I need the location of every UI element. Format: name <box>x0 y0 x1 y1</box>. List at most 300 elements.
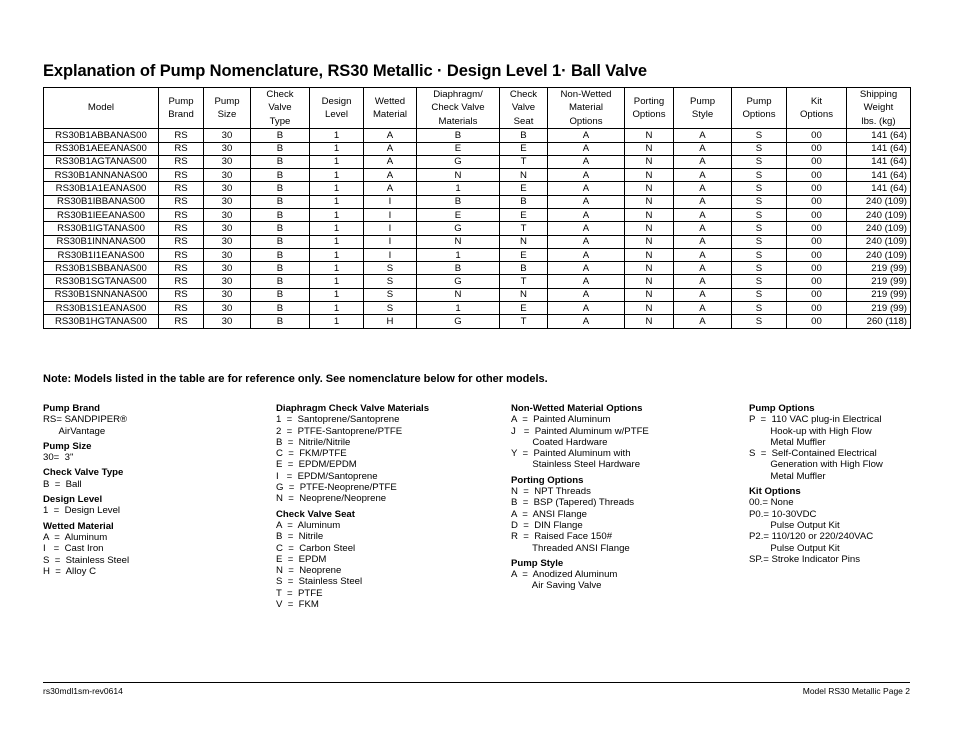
column-header-line: Seat <box>513 115 534 127</box>
table-cell: A <box>674 235 732 248</box>
table-cell: RS <box>159 235 204 248</box>
column-header-line: Style <box>691 109 714 121</box>
table-cell: 1 <box>310 248 364 261</box>
legend-line: 2 = PTFE-Santoprene/PTFE <box>276 425 403 437</box>
table-cell: N <box>625 275 674 288</box>
column-header <box>500 88 548 129</box>
table-cell: A <box>548 129 625 142</box>
legend-line: Metal Muffler <box>749 470 826 482</box>
column-header-line: Material <box>372 109 408 121</box>
table-cell: 240 (109) <box>847 195 911 208</box>
table-cell: 00 <box>787 209 847 222</box>
model-cell: RS30B1S1EANAS00 <box>44 302 159 315</box>
table-cell: 30 <box>204 275 251 288</box>
column-header-line: Pump <box>214 95 240 107</box>
table-cell: 1 <box>310 288 364 301</box>
table-cell: S <box>732 315 787 328</box>
table-cell: I <box>364 248 417 261</box>
table-cell: B <box>500 129 548 142</box>
column-header-line: Materials <box>438 115 478 127</box>
table-cell: 30 <box>204 142 251 155</box>
legend-line: Threaded ANSI Flange <box>511 542 630 554</box>
column-header-line: Pump <box>689 95 716 107</box>
legend-column-4 <box>749 403 919 569</box>
table-cell: A <box>674 209 732 222</box>
legend-heading: Pump Brand <box>43 403 101 414</box>
table-cell: RS <box>159 195 204 208</box>
legend-section <box>43 494 263 517</box>
table-row <box>44 315 911 328</box>
legend-line: Stainless Steel Hardware <box>511 459 641 471</box>
table-cell: 1 <box>310 129 364 142</box>
table-cell: A <box>548 182 625 195</box>
column-header <box>847 88 911 129</box>
table-cell: N <box>500 235 548 248</box>
table-cell: RS <box>159 315 204 328</box>
table-body <box>44 129 911 328</box>
table-cell: RS <box>159 129 204 142</box>
legend-column-1 <box>43 403 263 581</box>
legend-line: H = Alloy C <box>43 565 97 577</box>
table-cell: N <box>417 288 500 301</box>
table-row <box>44 235 911 248</box>
table-cell: S <box>732 142 787 155</box>
table-cell: 00 <box>787 142 847 155</box>
table-cell: B <box>251 142 310 155</box>
table-cell: S <box>732 302 787 315</box>
table-cell: RS <box>159 155 204 168</box>
table-cell: B <box>251 182 310 195</box>
table-cell: RS <box>159 142 204 155</box>
column-header-line: Shipping <box>859 89 898 100</box>
table-cell: I <box>364 195 417 208</box>
table-cell: S <box>732 209 787 222</box>
table-cell: RS <box>159 182 204 195</box>
legend-line: 30= 3" <box>43 452 74 464</box>
table-cell: N <box>625 142 674 155</box>
table-cell: A <box>548 288 625 301</box>
legend-line: A = Painted Aluminum <box>511 414 611 426</box>
table-cell: N <box>625 315 674 328</box>
column-header-line: Diaphragm/ <box>433 89 483 100</box>
table-cell: A <box>548 209 625 222</box>
table-cell: 00 <box>787 235 847 248</box>
table-cell: 1 <box>310 169 364 182</box>
table-cell: 240 (109) <box>847 235 911 248</box>
table-cell: A <box>674 129 732 142</box>
column-header-line: Options <box>569 115 603 127</box>
table-cell: 1 <box>417 302 500 315</box>
table-row <box>44 155 911 168</box>
table-cell: 141 (64) <box>847 129 911 142</box>
table-cell: N <box>417 169 500 182</box>
column-header-line: Weight <box>863 102 894 114</box>
table-cell: 1 <box>417 248 500 261</box>
column-header <box>364 88 417 129</box>
table-cell: A <box>674 142 732 155</box>
legend-heading: Pump Options <box>749 403 815 414</box>
column-header <box>548 88 625 129</box>
table-cell: N <box>500 169 548 182</box>
legend-line: B = Ball <box>43 478 82 490</box>
legend-column-2 <box>276 403 501 614</box>
legend-line: C = Carbon Steel <box>276 542 356 554</box>
table-cell: T <box>500 155 548 168</box>
table-cell: G <box>417 155 500 168</box>
legend-line: Metal Muffler <box>749 436 826 448</box>
table-cell: N <box>625 235 674 248</box>
table-row <box>44 129 911 142</box>
table-cell: S <box>364 288 417 301</box>
column-header-line: lbs. (kg) <box>861 115 896 127</box>
table-cell: 30 <box>204 209 251 222</box>
table-cell: N <box>625 302 674 315</box>
legend-column-3 <box>511 403 736 596</box>
table-cell: B <box>417 129 500 142</box>
table-row <box>44 222 911 235</box>
legend-heading: Kit Options <box>749 486 801 498</box>
table-cell: G <box>417 275 500 288</box>
page-title: Explanation of Pump Nomenclature, RS30 Metallic · Design Level 1· Ball Valve <box>43 62 647 80</box>
table-cell: 1 <box>417 182 500 195</box>
legend-section <box>749 403 919 482</box>
table-cell: A <box>548 155 625 168</box>
table-cell: B <box>251 288 310 301</box>
model-cell: RS30B1AGTANAS00 <box>44 155 159 168</box>
table-cell: 00 <box>787 288 847 301</box>
table-cell: S <box>732 169 787 182</box>
table-cell: S <box>364 275 417 288</box>
table-cell: 30 <box>204 222 251 235</box>
model-cell: RS30B1IEEANAS00 <box>44 209 159 222</box>
legend-section <box>749 486 919 565</box>
table-cell: S <box>732 129 787 142</box>
legend-section <box>43 467 263 490</box>
legend-heading: Check Valve Seat <box>276 508 355 520</box>
column-header-line: Porting <box>633 95 665 107</box>
table-cell: 1 <box>310 235 364 248</box>
table-cell: A <box>364 142 417 155</box>
legend-section <box>511 475 736 554</box>
table-cell: RS <box>159 302 204 315</box>
table-cell: A <box>674 302 732 315</box>
legend-heading: Pump Style <box>511 557 564 569</box>
column-header <box>625 88 674 129</box>
table-cell: A <box>674 155 732 168</box>
model-cell: RS30B1ABBANAS00 <box>44 129 159 142</box>
table-cell: A <box>674 195 732 208</box>
footer-divider <box>43 682 910 683</box>
table-cell: 1 <box>310 315 364 328</box>
nomenclature-table <box>43 87 911 329</box>
table-cell: 30 <box>204 315 251 328</box>
table-cell: 219 (99) <box>847 302 911 315</box>
table-cell: N <box>625 288 674 301</box>
legend-heading: Wetted Material <box>43 520 114 532</box>
column-header-line: Pump <box>746 95 772 107</box>
column-header <box>204 88 251 129</box>
legend-section <box>276 509 501 611</box>
model-cell: RS30B1IGTANAS00 <box>44 222 159 235</box>
table-cell: A <box>674 275 732 288</box>
table-cell: A <box>548 235 625 248</box>
table-cell: B <box>500 262 548 275</box>
column-header-line: Size <box>217 109 237 121</box>
column-header-line: Model <box>87 102 115 114</box>
table-cell: A <box>548 169 625 182</box>
legend-line: S = Stainless Steel <box>43 554 130 566</box>
table-cell: 30 <box>204 182 251 195</box>
table-row <box>44 209 911 222</box>
table-row <box>44 262 911 275</box>
table-cell: B <box>251 275 310 288</box>
legend-line: A = Aluminum <box>43 531 108 543</box>
table-cell: RS <box>159 275 204 288</box>
legend-line: T = PTFE <box>276 587 323 599</box>
legend-line: A = Aluminum <box>276 519 341 531</box>
legend-section <box>43 441 263 464</box>
table-cell: A <box>548 262 625 275</box>
table-cell: E <box>500 209 548 222</box>
legend-section <box>511 403 736 471</box>
table-cell: 00 <box>787 129 847 142</box>
table-cell: 1 <box>310 142 364 155</box>
table-cell: S <box>732 235 787 248</box>
table-cell: S <box>364 302 417 315</box>
legend-heading: Pump Size <box>43 440 92 452</box>
table-cell: T <box>500 315 548 328</box>
legend-line: 1 = Santoprene/Santoprene <box>276 414 400 426</box>
column-header <box>44 88 159 129</box>
table-cell: N <box>417 235 500 248</box>
table-cell: 00 <box>787 315 847 328</box>
table-cell: 00 <box>787 155 847 168</box>
table-row <box>44 182 911 195</box>
table-cell: B <box>251 155 310 168</box>
table-row <box>44 248 911 261</box>
table-cell: N <box>625 155 674 168</box>
table-cell: B <box>251 129 310 142</box>
table-cell: N <box>625 169 674 182</box>
table-cell: 00 <box>787 182 847 195</box>
footer-doc-id: rs30mdl1sm-rev0614 <box>43 686 123 696</box>
table-cell: 30 <box>204 129 251 142</box>
legend-section <box>43 403 263 437</box>
model-cell: RS30B1INNANAS00 <box>44 235 159 248</box>
table-cell: S <box>732 182 787 195</box>
column-header-line: Options <box>632 109 666 121</box>
table-cell: 30 <box>204 155 251 168</box>
table-cell: A <box>674 315 732 328</box>
legend-line: I = Cast Iron <box>43 543 104 555</box>
table-cell: E <box>500 248 548 261</box>
table-cell: 1 <box>310 302 364 315</box>
model-cell: RS30B1SNNANAS00 <box>44 288 159 301</box>
legend-line: S = Stainless Steel <box>276 576 363 588</box>
table-cell: B <box>417 262 500 275</box>
table-cell: G <box>417 315 500 328</box>
table-cell: B <box>417 195 500 208</box>
legend-line: N = NPT Threads <box>511 486 591 498</box>
column-header <box>417 88 500 129</box>
table-cell: 1 <box>310 195 364 208</box>
legend-line: A = ANSI Flange <box>511 508 587 520</box>
model-cell: RS30B1SGTANAS00 <box>44 275 159 288</box>
table-row <box>44 142 911 155</box>
table-cell: N <box>625 209 674 222</box>
table-cell: RS <box>159 248 204 261</box>
table-cell: B <box>251 169 310 182</box>
table-cell: E <box>500 182 548 195</box>
table-cell: B <box>251 248 310 261</box>
table-cell: RS <box>159 288 204 301</box>
table-cell: RS <box>159 169 204 182</box>
table-cell: 240 (109) <box>847 209 911 222</box>
reference-note: Note: Models listed in the table are for reference only. See nomenclature below for other models. <box>43 373 548 385</box>
legend-line: E = EPDM/EPDM <box>276 459 357 471</box>
table-cell: 30 <box>204 302 251 315</box>
table-cell: 00 <box>787 222 847 235</box>
table-cell: A <box>674 182 732 195</box>
column-header <box>732 88 787 129</box>
legend-section <box>43 521 263 577</box>
table-cell: 00 <box>787 195 847 208</box>
table-row <box>44 195 911 208</box>
legend-line: N = Neoprene <box>276 565 342 577</box>
table-cell: 141 (64) <box>847 169 911 182</box>
legend-line: Pulse Output Kit <box>749 542 840 554</box>
column-header-line: Options <box>742 109 776 121</box>
legend-line: A = Anodized Aluminum <box>511 569 618 581</box>
table-cell: G <box>417 222 500 235</box>
legend-line: D = DIN Flange <box>511 519 583 531</box>
table-header-row <box>44 88 911 129</box>
table-cell: A <box>548 142 625 155</box>
legend-line: 00.= None <box>749 497 794 509</box>
legend-line: Air Saving Valve <box>511 580 602 592</box>
table-cell: H <box>364 315 417 328</box>
table-cell: A <box>364 182 417 195</box>
table-cell: T <box>500 222 548 235</box>
table-cell: 141 (64) <box>847 182 911 195</box>
legend-line: B = Nitrile/Nitrile <box>276 436 351 448</box>
column-header-line: Type <box>269 115 291 127</box>
legend-line: 1 = Design Level <box>43 505 121 517</box>
table-cell: A <box>674 248 732 261</box>
column-header <box>787 88 847 129</box>
table-cell: A <box>548 248 625 261</box>
table-cell: S <box>364 262 417 275</box>
table-cell: 240 (109) <box>847 222 911 235</box>
table-cell: 1 <box>310 155 364 168</box>
column-header-line: Brand <box>168 109 194 121</box>
column-header-line: Valve <box>268 102 292 114</box>
table-cell: 141 (64) <box>847 142 911 155</box>
column-header-line: Check <box>266 89 294 100</box>
table-cell: A <box>548 315 625 328</box>
table-cell: N <box>625 195 674 208</box>
legend-line: B = Nitrile <box>276 531 324 543</box>
legend-line: S = Self-Contained Electrical <box>749 448 877 460</box>
table-row <box>44 169 911 182</box>
footer-page-label: Model RS30 Metallic Page 2 <box>802 686 910 696</box>
table-cell: 240 (109) <box>847 248 911 261</box>
table-cell: A <box>364 169 417 182</box>
column-header <box>159 88 204 129</box>
column-header-line: Check <box>509 89 538 100</box>
table-cell: S <box>732 248 787 261</box>
table-cell: E <box>417 142 500 155</box>
table-row <box>44 302 911 315</box>
legend-line: Pulse Output Kit <box>749 519 840 531</box>
column-header <box>310 88 364 129</box>
model-cell: RS30B1ANNANAS00 <box>44 169 159 182</box>
table-cell: 30 <box>204 262 251 275</box>
table-cell: 00 <box>787 248 847 261</box>
column-header-line: Kit <box>810 95 823 107</box>
legend-heading: Porting Options <box>511 474 584 486</box>
table-cell: B <box>251 302 310 315</box>
table-cell: B <box>251 209 310 222</box>
table-cell: A <box>364 129 417 142</box>
legend-line: J = Painted Aluminum w/PTFE <box>511 425 649 437</box>
table-cell: I <box>364 222 417 235</box>
table-cell: 1 <box>310 222 364 235</box>
table-cell: E <box>417 209 500 222</box>
legend-line: I = EPDM/Santoprene <box>276 470 378 482</box>
legend-line: P = 110 VAC plug-in Electrical <box>749 414 882 426</box>
legend-line: Y = Painted Aluminum with <box>511 448 631 460</box>
table-cell: N <box>625 182 674 195</box>
column-header-line: Wetted <box>374 95 406 107</box>
table-cell: RS <box>159 262 204 275</box>
table-cell: 00 <box>787 275 847 288</box>
table-cell: S <box>732 222 787 235</box>
table-cell: A <box>548 302 625 315</box>
legend-heading: Non-Wetted Material Options <box>511 403 643 414</box>
table-cell: 1 <box>310 262 364 275</box>
legend-section <box>511 558 736 592</box>
table-cell: A <box>674 288 732 301</box>
legend-line: E = EPDM <box>276 553 327 565</box>
table-cell: B <box>251 222 310 235</box>
table-cell: 1 <box>310 275 364 288</box>
legend-line: R = Raised Face 150# <box>511 531 613 543</box>
legend-heading: Diaphragm Check Valve Materials <box>276 403 430 414</box>
table-cell: 30 <box>204 195 251 208</box>
legend-line: G = PTFE-Neoprene/PTFE <box>276 482 397 494</box>
table-cell: E <box>500 302 548 315</box>
column-header-line: Non-Wetted <box>560 89 612 100</box>
table-row <box>44 288 911 301</box>
table-cell: A <box>364 155 417 168</box>
model-cell: RS30B1HGTANAS00 <box>44 315 159 328</box>
column-header-line: Level <box>325 109 348 121</box>
column-header-line: Material <box>568 102 604 114</box>
model-cell: RS30B1A1EANAS00 <box>44 182 159 195</box>
legend-line: Coated Hardware <box>511 436 608 448</box>
column-header-line: Options <box>799 109 834 121</box>
table-cell: N <box>625 248 674 261</box>
model-cell: RS30B1SBBANAS00 <box>44 262 159 275</box>
table-cell: 219 (99) <box>847 275 911 288</box>
table-cell: 00 <box>787 302 847 315</box>
table-cell: 30 <box>204 288 251 301</box>
table-cell: B <box>251 235 310 248</box>
model-cell: RS30B1AEEANAS00 <box>44 142 159 155</box>
legend-line: P2.= 110/120 or 220/240VAC <box>749 531 874 543</box>
column-header-line: Pump <box>168 95 194 107</box>
